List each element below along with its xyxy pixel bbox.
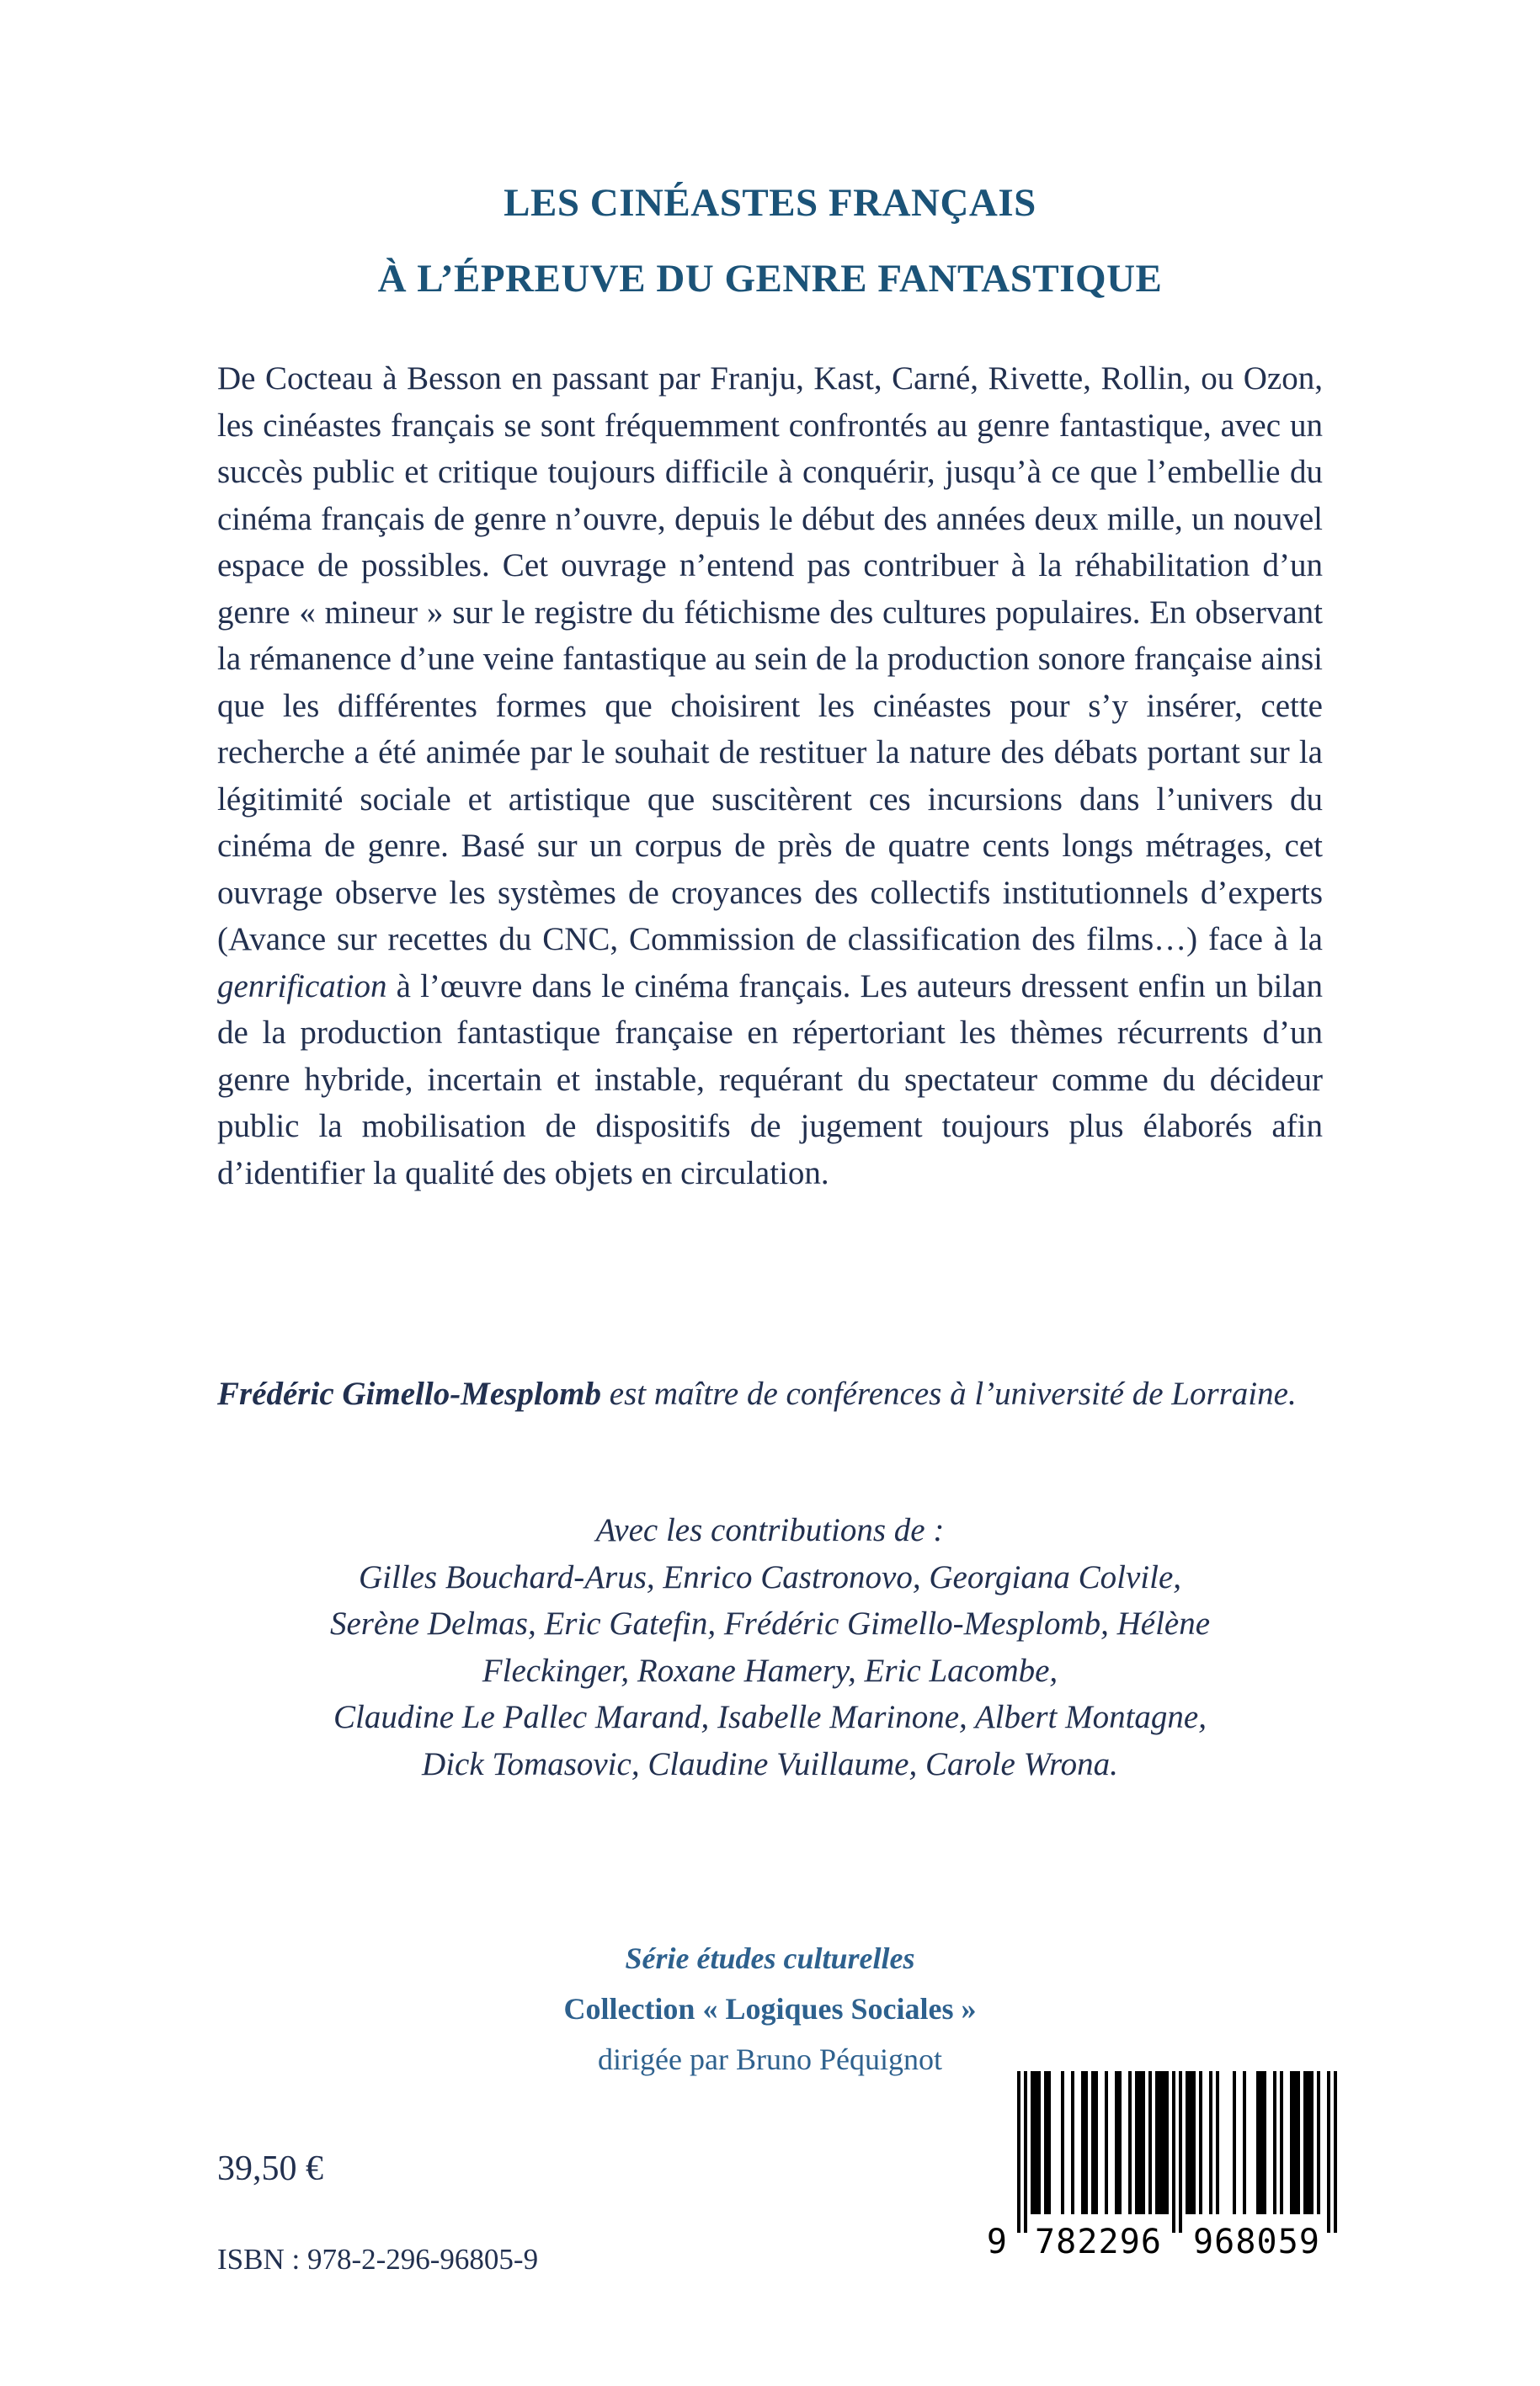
svg-text:9: 9 (986, 2223, 1007, 2258)
book-title-line2: À L’ÉPREUVE DU GENRE FANTASTIQUE (377, 257, 1163, 301)
contributor-line: Dick Tomasovic, Claudine Vuillaume, Carole Wrona. (422, 1745, 1118, 1782)
contributor-line: Serène Delmas, Eric Gatefin, Frédéric Gimello-Mesplomb, Hélène (329, 1606, 1211, 1642)
collection-director: dirigée par Bruno Péquignot (598, 2042, 942, 2076)
series-block (0, 1933, 1540, 2085)
book-title-line1: LES CINÉASTES FRANÇAIS (504, 181, 1036, 225)
synopsis-paragraph (217, 355, 1323, 1196)
barcode-bars (983, 2071, 1346, 2258)
contributor-line: Fleckinger, Roxane Hamery, Eric Lacombe, (482, 1652, 1058, 1689)
collection-name: Collection « Logiques Sociales » (563, 1992, 977, 2026)
isbn: ISBN : 978-2-296-96805-9 (217, 2243, 539, 2276)
author-note-text: est maître de conférences à l’université de Lorraine. (601, 1376, 1297, 1412)
price: 39,50 € (217, 2149, 323, 2188)
synopsis-italic-term: genrification (217, 967, 387, 1004)
author-note (217, 1371, 1323, 1418)
contributors-block (217, 1507, 1323, 1787)
svg-text:968059: 968059 (1193, 2223, 1319, 2258)
author-name: Frédéric Gimello-Mesplomb (217, 1376, 602, 1412)
contributors-heading: Avec les contributions de : (595, 1512, 945, 1548)
svg-text:782296: 782296 (1035, 2223, 1161, 2258)
book-title (0, 165, 1540, 317)
series-name: Série études culturelles (625, 1941, 915, 1975)
synopsis-part2: à l’œuvre dans le cinéma français. Les auteurs dressent enfin un bilan de la production fantastique française en répertoriant les thèmes récurrents d’un genre hybride, incertain et instable, requérant du spectateur comme du décideur public la mobilisation de dispositifs de jugement toujours plus élaborés afin d’identifier la qualité des objets en circulation. (217, 967, 1323, 1191)
synopsis-part1: De Cocteau à Besson en passant par Franju, Kast, Carné, Rivette, Rollin, ou Ozon, les cinéastes français se sont fréquemment confrontés au genre fantastique, avec un succès public et critique toujours difficile à conquérir, jusqu’à ce que l’embellie du cinéma français de genre n’ouvre, depuis le début des années deux mille, un nouvel espace de possibles. Cet ouvrage n’entend pas contribuer à la réhabilitation d’un genre « mineur » sur le registre du fétichisme des cultures populaires. En observant la rémanence d’une veine fantastique au sein de la production sonore française ainsi que les différentes formes que choisirent les cinéastes pour s’y insérer, cette recherche a été animée par le souhait de restituer la nature des débats portant sur la légitimité sociale et artistique que suscitèrent ces incursions dans l’univers du cinéma de genre. Basé sur un corpus de près de quatre cents longs métrages, cet ouvrage observe les systèmes de croyances des collectifs institutionnels d’experts (Avance sur recettes du CNC, Commission de classification des films…) face à la (217, 360, 1323, 957)
contributor-line: Gilles Bouchard-Arus, Enrico Castronovo, Georgiana Colvile, (358, 1558, 1182, 1595)
contributor-line: Claudine Le Pallec Marand, Isabelle Marinone, Albert Montagne, (333, 1699, 1207, 1735)
ean13-barcode (983, 2071, 1346, 2258)
